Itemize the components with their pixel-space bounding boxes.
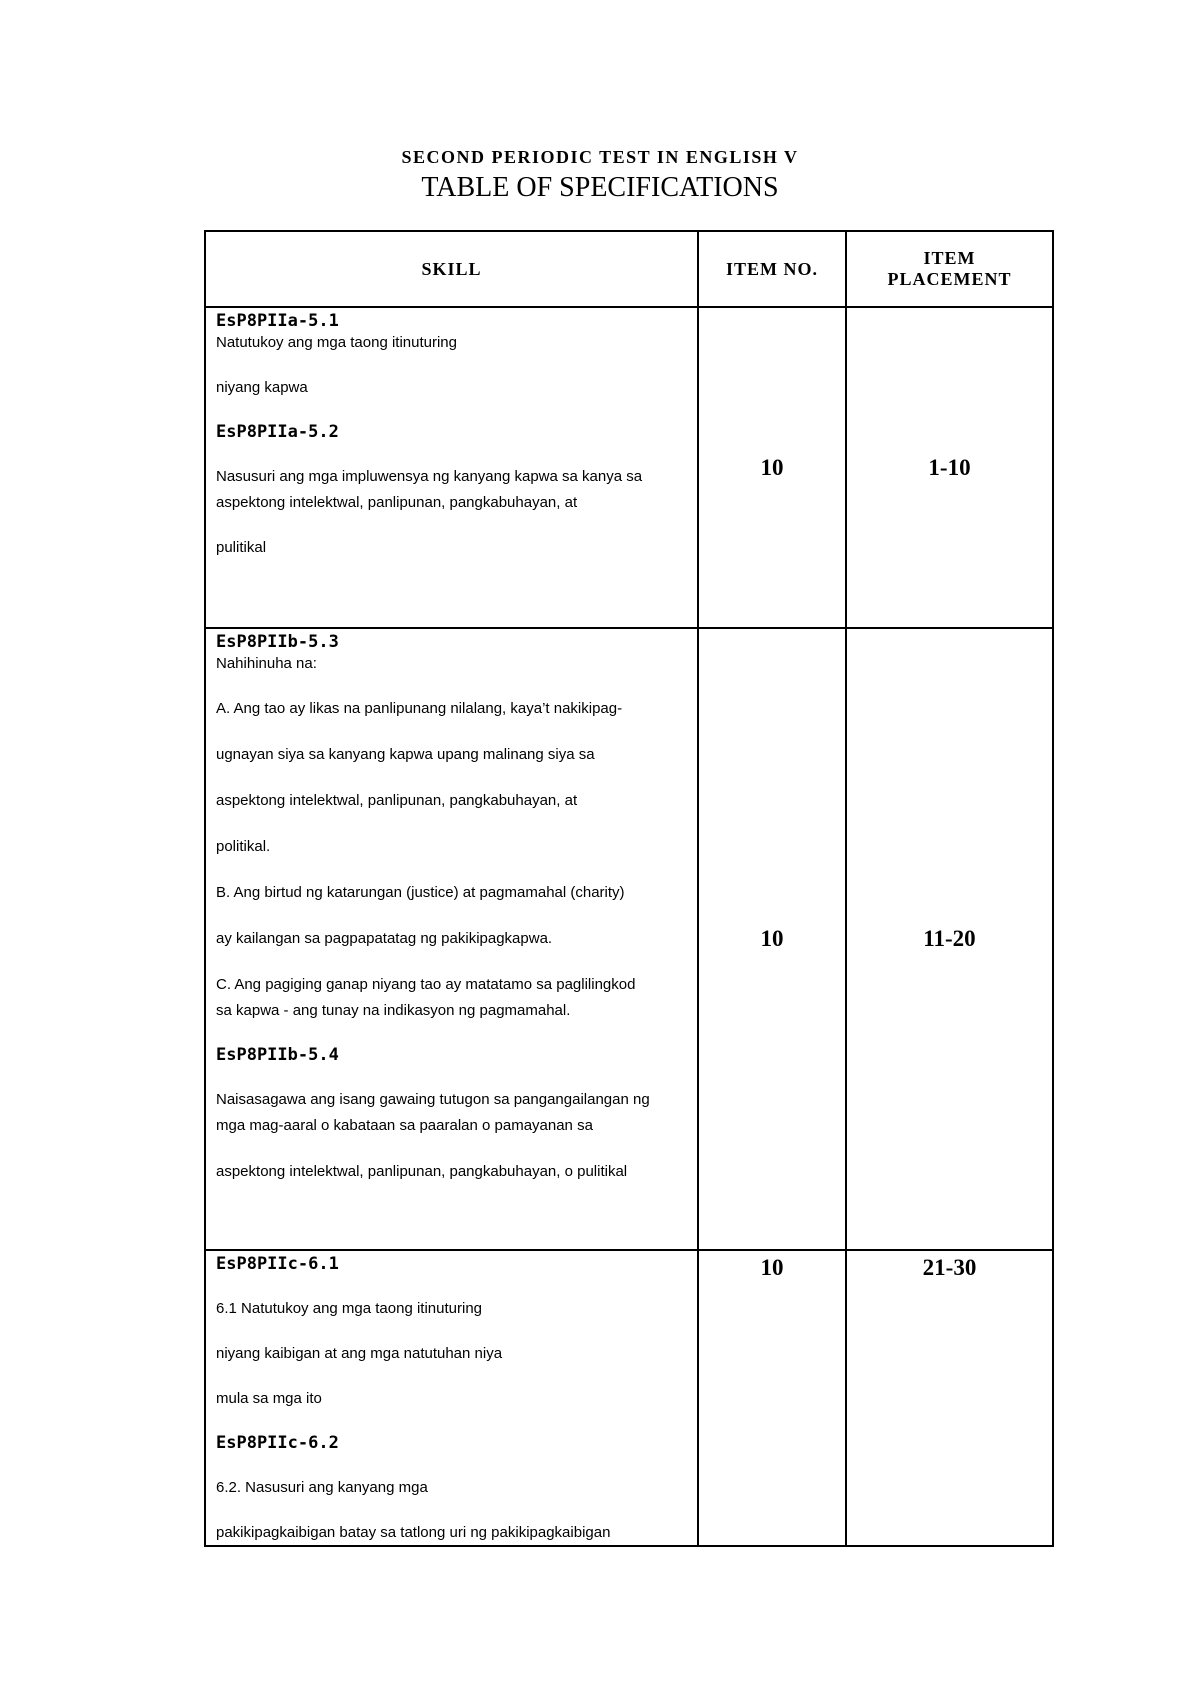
skill-text: A. Ang tao ay likas na panlipunang nilalang, kaya’t nakikipag- <box>216 700 623 717</box>
skill-text: niyang kaibigan at ang mga natutuhan niya <box>216 1345 503 1362</box>
document-title: TABLE OF SPECIFICATIONS <box>421 172 779 203</box>
competency-code: EsP8PIIa-5.2 <box>216 422 339 442</box>
table-header-row <box>205 231 1053 307</box>
skill-text: niyang kapwa <box>216 379 308 396</box>
item-no-cell: 10 <box>698 307 846 628</box>
competency-code: EsP8PIIb-5.3 <box>216 632 339 652</box>
skill-cell <box>205 628 698 1250</box>
document-subtitle: SECOND PERIODIC TEST IN ENGLISH V <box>401 147 799 167</box>
skill-cell <box>205 307 698 628</box>
item-placement-cell: 1-10 <box>846 307 1053 628</box>
skill-text: aspektong intelektwal, panlipunan, pangkabuhayan, at <box>216 494 578 511</box>
table-row <box>205 307 1053 628</box>
skill-text: 6.2. Nasusuri ang kanyang mga <box>216 1479 428 1496</box>
item-placement-cell: 21-30 <box>846 1250 1053 1546</box>
table-row <box>205 1250 1053 1546</box>
skill-text: 6.1 Natutukoy ang mga taong itinuturing <box>216 1300 483 1317</box>
skill-text: politikal. <box>216 838 271 855</box>
item-no-cell: 10 <box>698 628 846 1250</box>
column-header-skill: SKILL <box>205 231 698 307</box>
skill-text: mula sa mga ito <box>216 1390 322 1407</box>
skill-text: pakikipagkaibigan batay sa tatlong uri ng pakikipagkaibigan <box>216 1524 611 1541</box>
skill-text: Nahihinuha na: <box>216 655 317 672</box>
item-placement-cell: 11-20 <box>846 628 1053 1250</box>
item-no-cell: 10 <box>698 1250 846 1546</box>
skill-text: ay kailangan sa pagpapatatag ng pakikipagkapwa. <box>216 930 553 947</box>
competency-code: EsP8PIIa-5.1 <box>216 311 339 331</box>
column-header-item-no: ITEM NO. <box>698 231 846 307</box>
skill-text: Naisasagawa ang isang gawaing tutugon sa pangangailangan ng <box>216 1091 650 1108</box>
table-row <box>205 628 1053 1250</box>
competency-code: EsP8PIIc-6.1 <box>216 1254 339 1274</box>
competency-code: EsP8PIIc-6.2 <box>216 1433 339 1453</box>
skill-text: aspektong intelektwal, panlipunan, pangkabuhayan, o pulitikal <box>216 1163 628 1180</box>
skill-text: pulitikal <box>216 539 267 556</box>
skill-text: B. Ang birtud ng katarungan (justice) at pagmamahal (charity) <box>216 884 625 901</box>
skill-text: aspektong intelektwal, panlipunan, pangkabuhayan, at <box>216 792 578 809</box>
skill-text: C. Ang pagiging ganap niyang tao ay matatamo sa paglilingkod <box>216 976 636 993</box>
skill-text: sa kapwa - ang tunay na indikasyon ng pagmamahal. <box>216 1002 571 1019</box>
skill-text: Natutukoy ang mga taong itinuturing <box>216 334 457 351</box>
specifications-table <box>204 230 1054 1547</box>
column-header-item-placement: ITEM PLACEMENT <box>846 231 1053 307</box>
skill-text: mga mag-aaral o kabataan sa paaralan o pamayanan sa <box>216 1117 593 1134</box>
skill-text: Nasusuri ang mga impluwensya ng kanyang kapwa sa kanya sa <box>216 468 643 485</box>
skill-cell <box>205 1250 698 1546</box>
skill-text: ugnayan siya sa kanyang kapwa upang malinang siya sa <box>216 746 595 763</box>
competency-code: EsP8PIIb-5.4 <box>216 1045 339 1065</box>
